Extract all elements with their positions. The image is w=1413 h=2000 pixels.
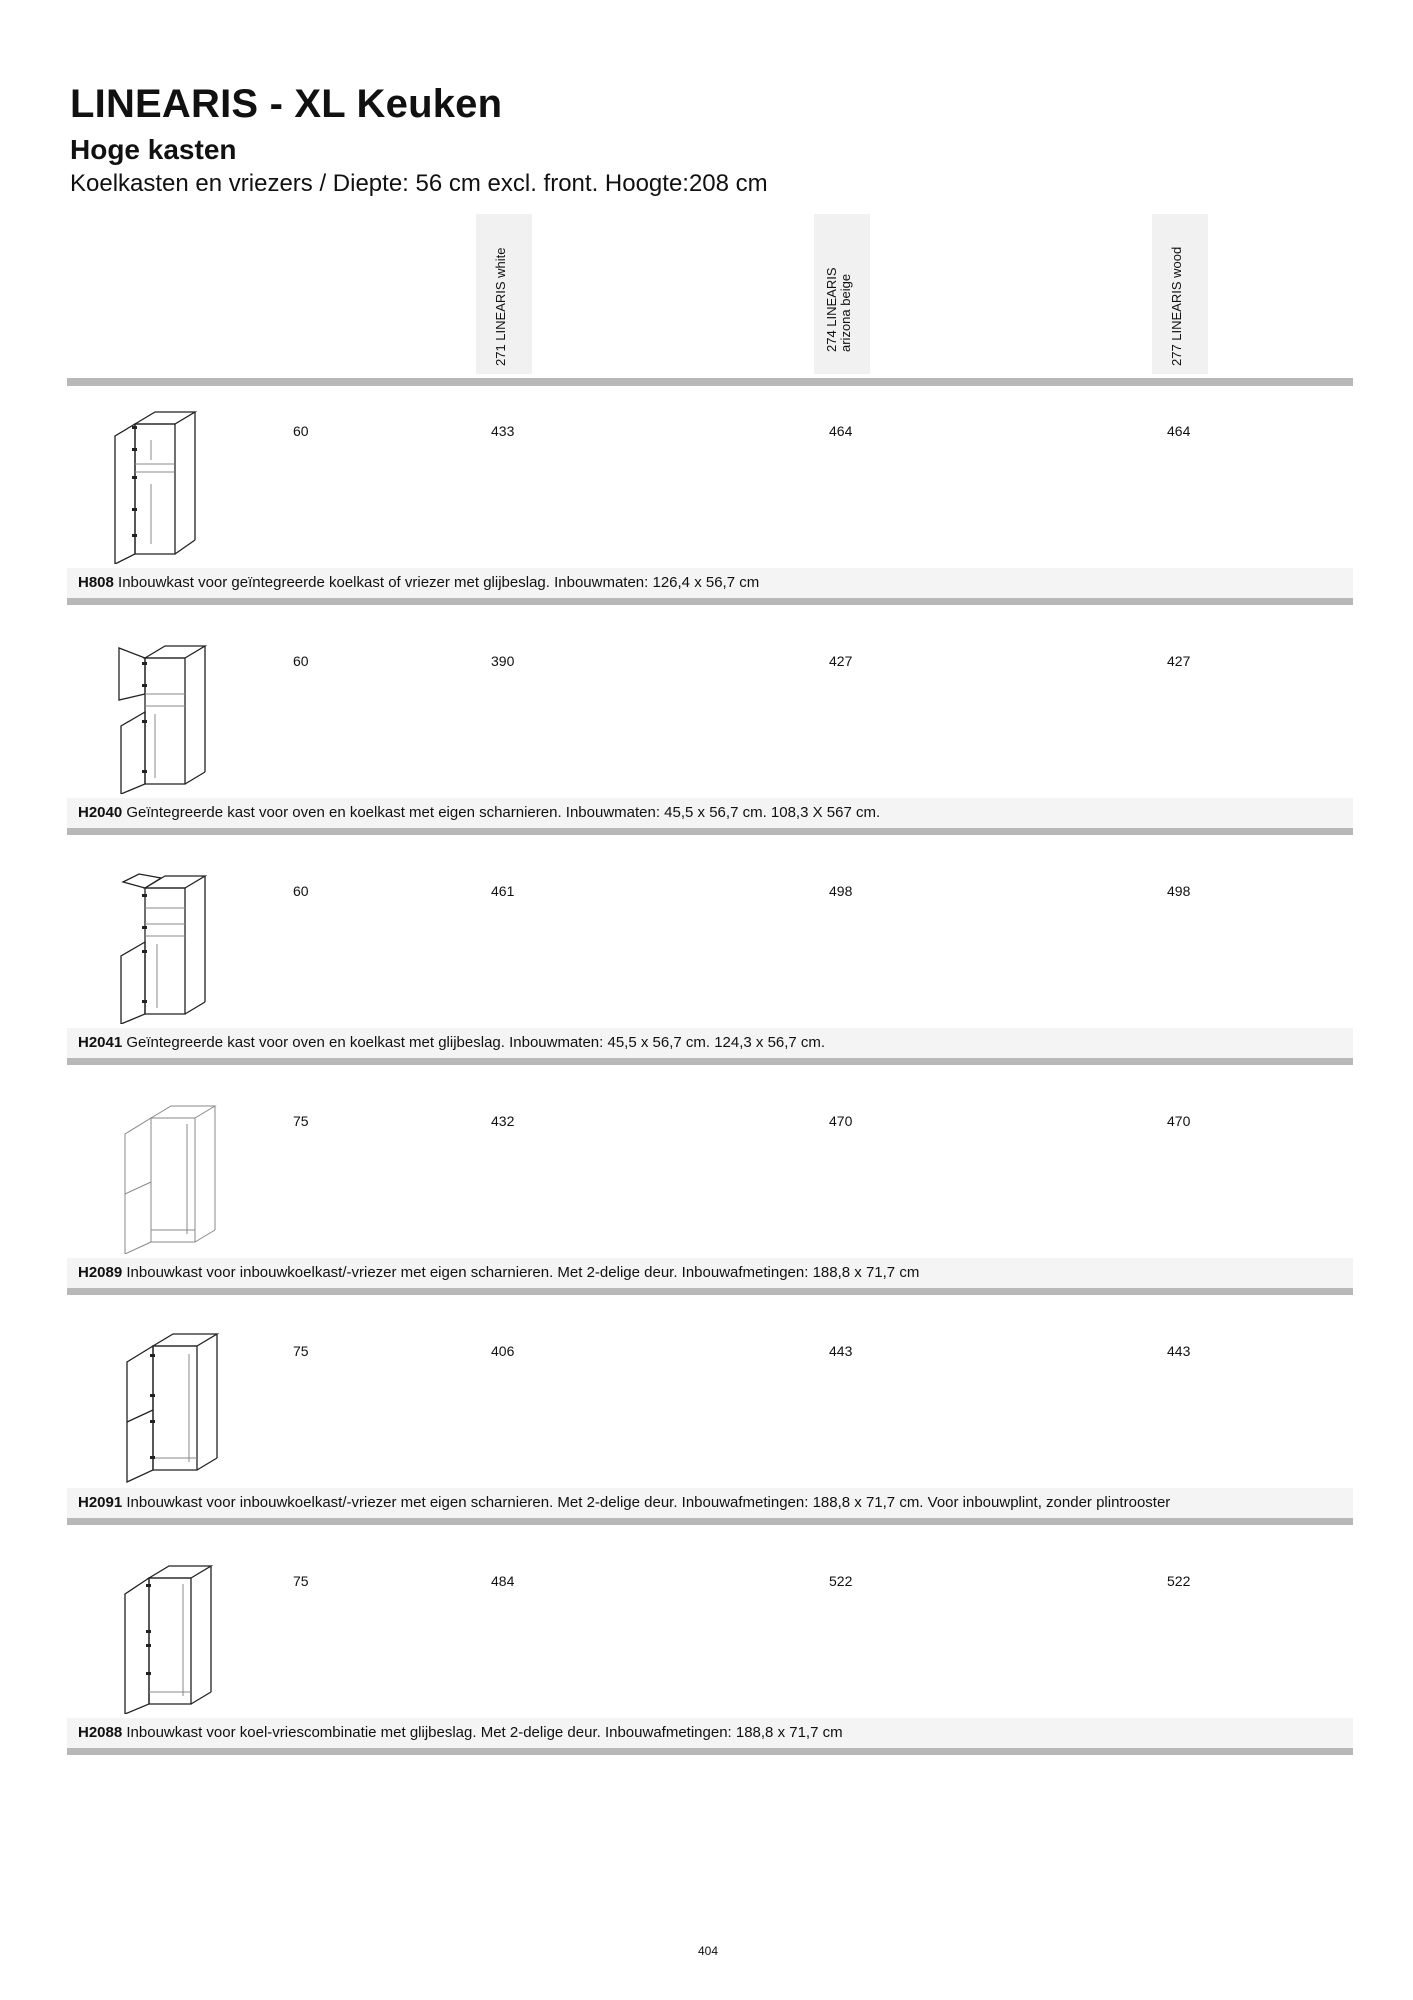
- product-description: Inbouwkast voor koel-vriescombinatie met glijbeslag. Met 2-delige deur. Inbouwafmetingen: 188,8 x 71,7 cm: [126, 1724, 843, 1741]
- product-description: Inbouwkast voor inbouwkoelkast/-vriezer met eigen scharnieren. Met 2-delige deur. Inbouwafmetingen: 188,8 x 71,7 cm: [126, 1264, 920, 1281]
- product-description: Inbouwkast voor inbouwkoelkast/-vriezer met eigen scharnieren. Met 2-delige deur. Inbouwafmetingen: 188,8 x 71,7 cm. Voor inbouwplint, zonder plintrooster: [126, 1494, 1171, 1511]
- product-description-bar: [67, 1258, 1353, 1288]
- column-header-label: 271 LINEARIS white: [493, 247, 508, 366]
- price-white: 484: [491, 1573, 515, 1589]
- price-wood: 427: [1167, 653, 1191, 669]
- price-wood: 498: [1167, 883, 1191, 899]
- product-description-bar: [67, 1488, 1353, 1518]
- tall-cabinet-open-door-icon: [91, 1324, 231, 1484]
- column-header-label: 277 LINEARIS wood: [1169, 246, 1184, 366]
- product-code: H2088: [78, 1724, 127, 1741]
- product-description: Geïntegreerde kast voor oven en koelkast met glijbeslag. Inbouwmaten: 45,5 x 56,7 cm. 124,3 x 56,7 cm.: [126, 1034, 826, 1051]
- price-beige: 470: [829, 1113, 853, 1129]
- product-description: Geïntegreerde kast voor oven en koelkast met eigen scharnieren. Inbouwmaten: 45,5 x 56,7 cm. 108,3 X 567 cm.: [126, 804, 881, 821]
- row-divider: [67, 1288, 1353, 1295]
- tall-cabinet-oven-fridge-icon: [91, 634, 231, 794]
- product-description-bar: [67, 1028, 1353, 1058]
- price-white: 433: [491, 423, 515, 439]
- tall-cabinet-open-door-icon: [91, 1554, 231, 1714]
- price-beige: 464: [829, 423, 853, 439]
- product-row: [67, 1080, 1353, 1310]
- row-divider: [67, 828, 1353, 835]
- tall-cabinet-open-door-icon: [91, 1094, 231, 1254]
- row-divider: [67, 598, 1353, 605]
- product-code: H2041: [78, 1034, 127, 1051]
- price-white: 406: [491, 1343, 515, 1359]
- product-code: H2089: [78, 1264, 127, 1281]
- column-header-white: [476, 214, 532, 374]
- row-divider: [67, 1748, 1353, 1755]
- product-description: Inbouwkast voor geïntegreerde koelkast of vriezer met glijbeslag. Inbouwmaten: 126,4 x 56,7 cm: [118, 574, 760, 591]
- price-beige: 498: [829, 883, 853, 899]
- price-white: 390: [491, 653, 515, 669]
- product-code: H2040: [78, 804, 127, 821]
- price-beige: 443: [829, 1343, 853, 1359]
- width-value: 60: [293, 883, 309, 899]
- column-header-label: arizona beige: [838, 273, 853, 352]
- product-row: [67, 390, 1353, 620]
- width-value: 75: [293, 1573, 309, 1589]
- product-row: [67, 850, 1353, 1080]
- price-beige: 427: [829, 653, 853, 669]
- column-header-label: 274 LINEARIS: [824, 267, 839, 352]
- product-row: [67, 1310, 1353, 1540]
- header-divider: [67, 378, 1353, 386]
- section-subtitle: Hoge kasten: [70, 134, 237, 165]
- column-header-wood: [1152, 214, 1208, 374]
- product-code: H2091: [78, 1494, 127, 1511]
- product-row: [67, 1540, 1353, 1770]
- width-value: 75: [293, 1343, 309, 1359]
- product-description-bar: [67, 1718, 1353, 1748]
- price-wood: 464: [1167, 423, 1191, 439]
- tall-cabinet-fridge-icon: [91, 404, 231, 564]
- column-header-beige: [814, 214, 870, 374]
- width-value: 75: [293, 1113, 309, 1129]
- price-wood: 443: [1167, 1343, 1191, 1359]
- section-description: Koelkasten en vriezers / Diepte: 56 cm excl. front. Hoogte:208 cm: [70, 170, 768, 197]
- product-description-bar: [67, 568, 1353, 598]
- product-code: H808: [78, 574, 119, 591]
- product-row: [67, 620, 1353, 850]
- page-number: 404: [698, 1944, 719, 1958]
- price-white: 461: [491, 883, 515, 899]
- page-title: LINEARIS - XL Keuken: [70, 82, 503, 126]
- width-value: 60: [293, 653, 309, 669]
- price-white: 432: [491, 1113, 515, 1129]
- price-beige: 522: [829, 1573, 853, 1589]
- row-divider: [67, 1058, 1353, 1065]
- width-value: 60: [293, 423, 309, 439]
- price-wood: 522: [1167, 1573, 1191, 1589]
- price-wood: 470: [1167, 1113, 1191, 1129]
- row-divider: [67, 1518, 1353, 1525]
- product-description-bar: [67, 798, 1353, 828]
- tall-cabinet-oven-fridge-icon: [91, 864, 231, 1024]
